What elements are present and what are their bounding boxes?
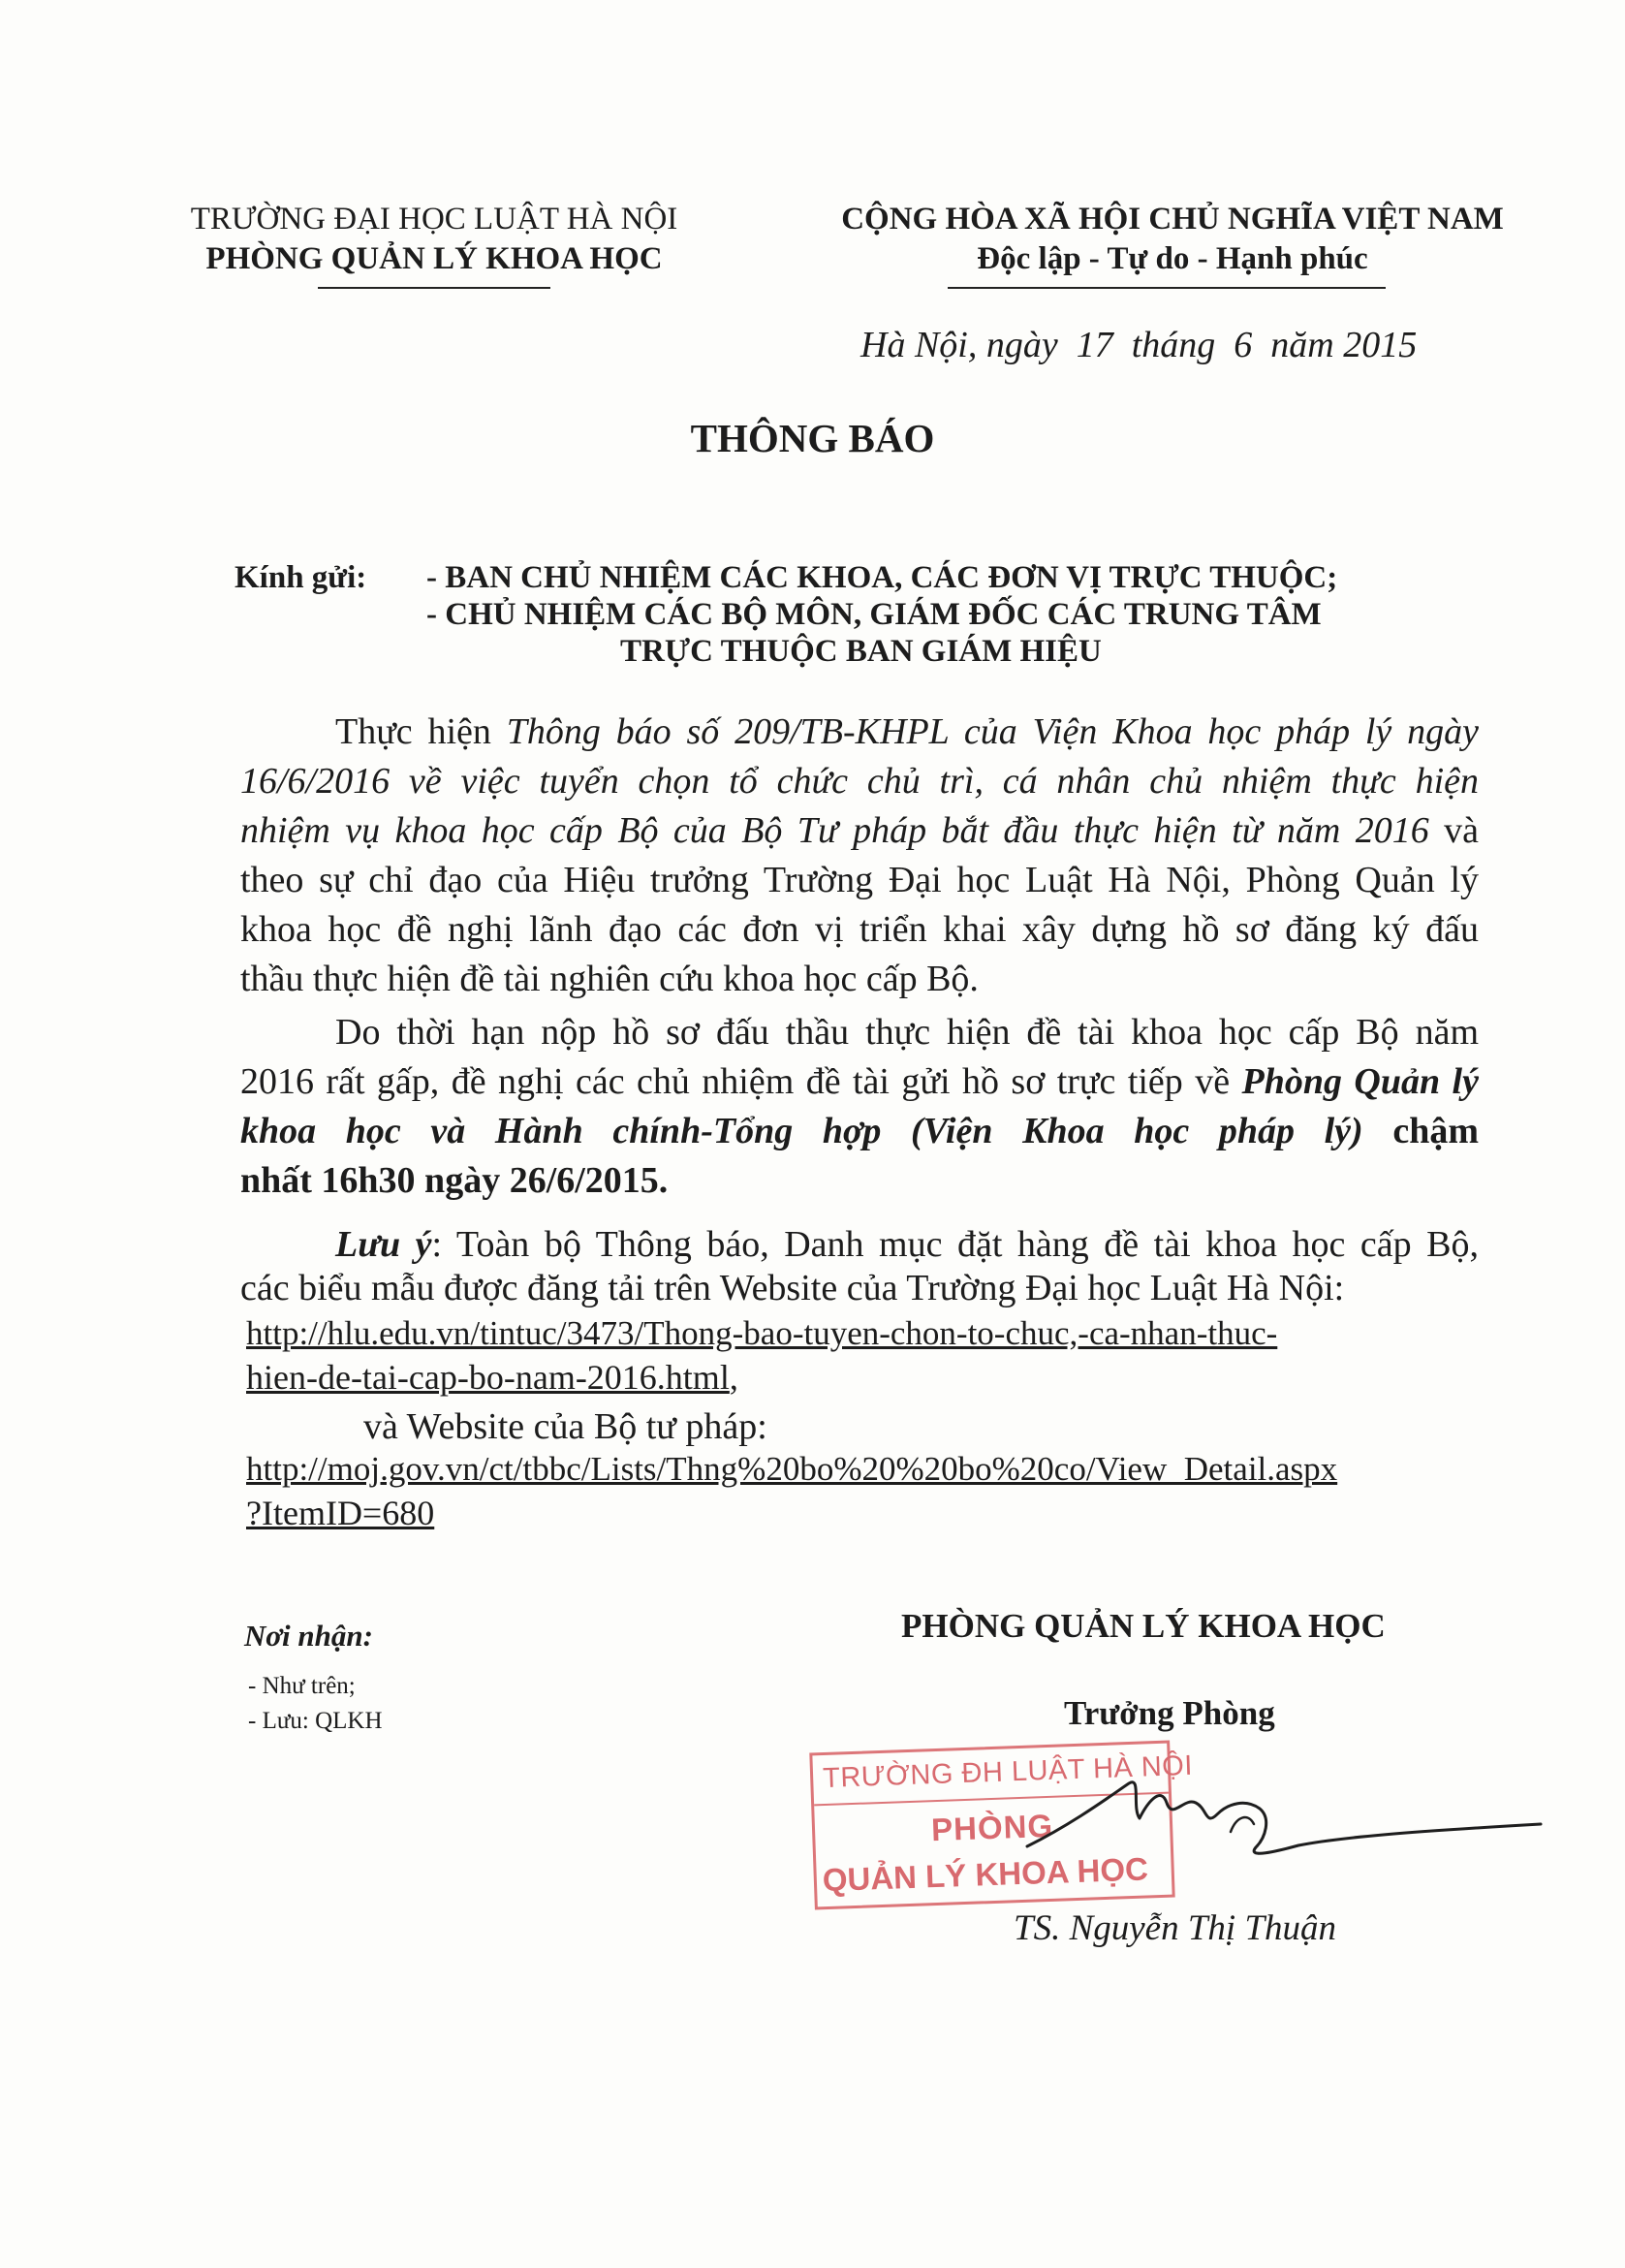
p1-line-2: 16/6/2016 về việc tuyển chọn tổ chức chủ trì, cá nhân chủ nhiệm thực hiện	[240, 761, 1479, 802]
p1-line-3: nhiệm vụ khoa học cấp Bộ của Bộ Tư pháp bắt đầu thực hiện từ năm 2016 và	[240, 810, 1479, 851]
footer-recipient-2: - Lưu: QLKH	[248, 1708, 383, 1734]
org-name: TRƯỜNG ĐẠI HỌC LUẬT HÀ NỘI	[190, 202, 678, 236]
p2-line-2: 2016 rất gấp, đề nghị các chủ nhiệm đề tài gửi hồ sơ trực tiếp về Phòng Quản lý	[240, 1061, 1479, 1102]
p1-line-6: thầu thực hiện đề tài nghiên cứu khoa học cấp Bộ.	[240, 959, 979, 999]
hlu-link-line-1[interactable]: http://hlu.edu.vn/tintuc/3473/Thong-bao-tuyen-chon-to-chuc,-ca-nhan-thuc-	[246, 1314, 1278, 1352]
p1-line-5: khoa học đề nghị lãnh đạo các đơn vị triển khai xây dựng hồ sơ đăng ký đấu	[240, 909, 1479, 950]
recipient-line-2: - CHỦ NHIỆM CÁC BỘ MÔN, GIÁM ĐỐC CÁC TRUNG TÂM	[426, 597, 1322, 632]
recipients-label: Kính gửi:	[234, 560, 367, 595]
p2-line-4: nhất 16h30 ngày 26/6/2015.	[240, 1160, 669, 1201]
p1-line-1: Thực hiện Thông báo số 209/TB-KHPL của Viện Khoa học pháp lý ngày	[335, 711, 1479, 752]
department-name: PHÒNG QUẢN LÝ KHOA HỌC	[205, 241, 663, 276]
signer-name: TS. Nguyễn Thị Thuận	[1014, 1908, 1337, 1948]
moj-link-line-2[interactable]: ?ItemID=680	[246, 1494, 435, 1532]
hlu-link-line-2[interactable]: hien-de-tai-cap-bo-nam-2016.html	[246, 1358, 730, 1397]
paragraph-1	[240, 708, 1479, 1004]
note-line-2: các biểu mẫu được đăng tải trên Website của Trường Đại học Luật Hà Nội:	[240, 1268, 1345, 1308]
national-motto: Độc lập - Tự do - Hạnh phúc	[977, 241, 1368, 276]
footer-recipients-label: Nơi nhận:	[244, 1619, 373, 1653]
date-line: Hà Nội, ngày 17 tháng 6 năm 2015	[860, 325, 1418, 365]
note-block	[240, 1223, 1479, 1310]
signature-position: Trưởng Phòng	[1064, 1694, 1275, 1732]
p2-line-1: Do thời hạn nộp hồ sơ đấu thầu thực hiện đề tài khoa học cấp Bộ năm	[335, 1012, 1479, 1053]
moj-intro: và Website của Bộ tư pháp:	[363, 1406, 767, 1447]
header-left-underline	[318, 287, 550, 289]
recipient-line-3: TRỰC THUỘC BAN GIÁM HIỆU	[620, 634, 1102, 669]
header-right-underline	[948, 287, 1386, 289]
signature-office: PHÒNG QUẢN LÝ KHOA HỌC	[901, 1607, 1386, 1645]
document-title: THÔNG BÁO	[690, 416, 935, 460]
stamp-line-1: TRƯỜNG ĐH LUẬT HÀ NỘI	[822, 1749, 1194, 1795]
stamp-line-2: PHÒNG	[930, 1807, 1054, 1848]
note-line-1: Lưu ý: Toàn bộ Thông báo, Danh mục đặt hàng đề tài khoa học cấp Bộ,	[335, 1224, 1479, 1265]
header-left	[143, 202, 725, 277]
footer-recipient-1: - Như trên;	[248, 1673, 356, 1699]
p2-line-3: khoa học và Hành chính-Tổng hợp (Viện Khoa học pháp lý) chậm	[240, 1111, 1480, 1151]
stamp-line-3: QUẢN LÝ KHOA HỌC	[822, 1850, 1149, 1899]
p1-line-4: theo sự chỉ đạo của Hiệu trưởng Trường Đại học Luật Hà Nội, Phòng Quản lý	[240, 860, 1479, 900]
nation-name: CỘNG HÒA XÃ HỘI CHỦ NGHĨA VIỆT NAM	[841, 202, 1504, 236]
hlu-link-line-2-wrap: hien-de-tai-cap-bo-nam-2016.html,	[246, 1358, 738, 1397]
moj-link-line-1[interactable]: http://moj.gov.vn/ct/tbbc/Lists/Thng%20bo%20%20bo%20co/View_Detail.aspx	[246, 1450, 1338, 1488]
paragraph-2	[240, 1008, 1479, 1206]
recipient-line-1: - BAN CHỦ NHIỆM CÁC KHOA, CÁC ĐƠN VỊ TRỰC THUỘC;	[426, 560, 1338, 595]
handwritten-signature-icon	[969, 1764, 1550, 1880]
header-right	[795, 202, 1550, 277]
